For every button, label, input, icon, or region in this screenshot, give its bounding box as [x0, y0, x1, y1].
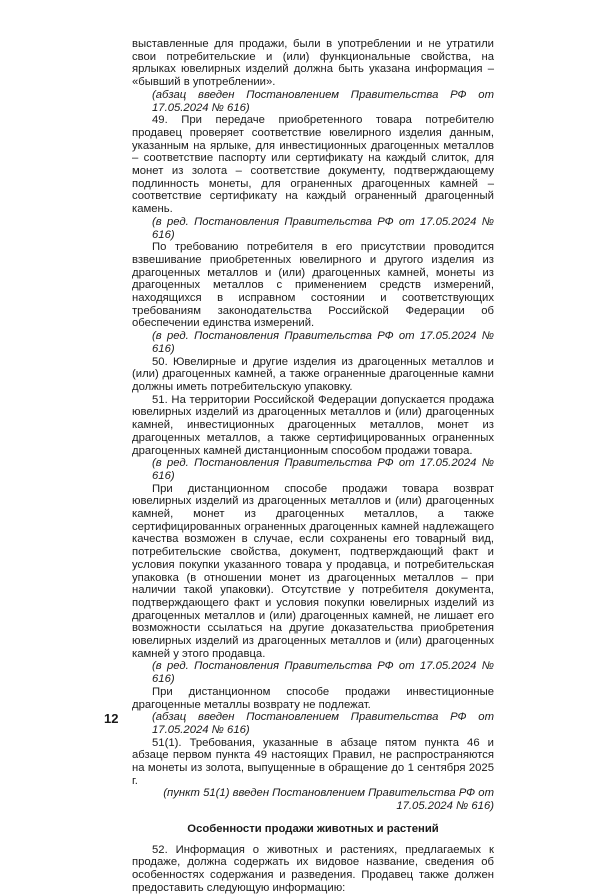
paragraph-51: 51. На территории Российской Федерации допускается продажа ювелирных изделий из драгоценных металлов и (или) драгоценных камней, инвестиционных драгоценных металлов, монет из драгоценных металлов, а также сертифицированных ограненных драгоценных камней дистанционным способом продажи товара.: [132, 393, 494, 457]
paragraph-50: 50. Ювелирные и другие изделия из драгоценных металлов и (или) драгоценных камней, а также ограненные драгоценные камни должны иметь потребительскую упаковку.: [132, 355, 494, 393]
paragraph-52: 52. Информация о животных и растениях, предлагаемых к продаже, должна содержать их видовое название, сведения об особенностях содержания и разведения. Продавец также должен предоставить следующую информацию:: [132, 843, 494, 894]
amendment-note-4: (в ред. Постановления Правительства РФ от 17.05.2024 № 616): [152, 660, 494, 686]
amendment-note-5: (абзац введен Постановлением Правительства РФ от 17.05.2024 № 616): [152, 711, 494, 736]
paragraph-49: 49. При передаче приобретенного товара потребителю продавец проверяет соответствие ювелирного изделия данным, указанным на ярлыке, для инвестиционных драгоценных металлов – соответствие паспорту или сертификату на каждый слиток, для монет из золота – соответствие документу, подтверждающему подлинность монеты, для ограненных драгоценных камней – соответствие сертификату на каждый ограненный драгоценный камень.: [132, 114, 494, 216]
amendment-note-0: (абзац введен Постановлением Правительства РФ от 17.05.2024 № 616): [152, 88, 494, 114]
section-heading: Особенности продажи животных и растений: [187, 822, 439, 835]
amendment-note-2: (в ред. Постановления Правительства РФ от 17.05.2024 № 616): [152, 330, 494, 355]
paragraph-51-return: При дистанционном способе продажи товара возврат ювелирных изделий из драгоценных металлов и (или) драгоценных камней, монет из драгоценных металлов, а также сертифицированных ограненных драгоценных камней надлежащего качества возможен в случае, если сохранены его товарный вид, потребительские свойства, документ, подтверждающий факт и условия покупки указанного товара у продавца, и потребительская упаковка (в отношении монет из драгоценных металлов – при наличии такой упаковки). Отсутствие у потребителя документа, подтверждающего факт и условия покупки ювелирных изделий из драгоценных металлов и (или) драгоценных камней, не лишает его возможности ссылаться на другие доказательства приобретения ювелирных изделий из драгоценных металлов и (или) драгоценных камней у этого продавца.: [132, 482, 494, 660]
paragraph-51-investment: При дистанционном способе продажи инвестиционные драгоценные металлы возврату не подлежат.: [132, 685, 494, 711]
amendment-note-3: (в ред. Постановления Правительства РФ от 17.05.2024 № 616): [152, 457, 494, 482]
paragraph-49-weighing: По требованию потребителя в его присутствии проводится взвешивание приобретенных ювелирного и другого изделия из драгоценных металлов и (или) драгоценных камней, монеты из драгоценных металлов с применением средств измерений, находящихся в исправном состоянии и соответствующих требованиям законодательства Российской Федерации об обеспечении единства измерений.: [132, 241, 494, 330]
page-text-block: [132, 38, 494, 894]
amendment-note-6: (пункт 51(1) введен Постановлением Правительства РФ от 17.05.2024 № 616): [163, 787, 494, 813]
amendment-note-1: (в ред. Постановления Правительства РФ от 17.05.2024 № 616): [152, 215, 494, 241]
paragraph-0: выставленные для продажи, были в употреблении и не утратили свои потребительские и (или) функциональные свойства, на ярлыках ювелирных изделий должна быть указана информация – «бывший в употреблении».: [132, 38, 494, 89]
paragraph-51-1: 51(1). Требования, указанные в абзаце пятом пункта 46 и абзаце первом пункта 49 настоящих Правил, не распространяются на монеты из золота, выпущенные в обращение до 1 сентября 2025 г.: [132, 736, 494, 787]
page-number: 12: [104, 711, 119, 726]
